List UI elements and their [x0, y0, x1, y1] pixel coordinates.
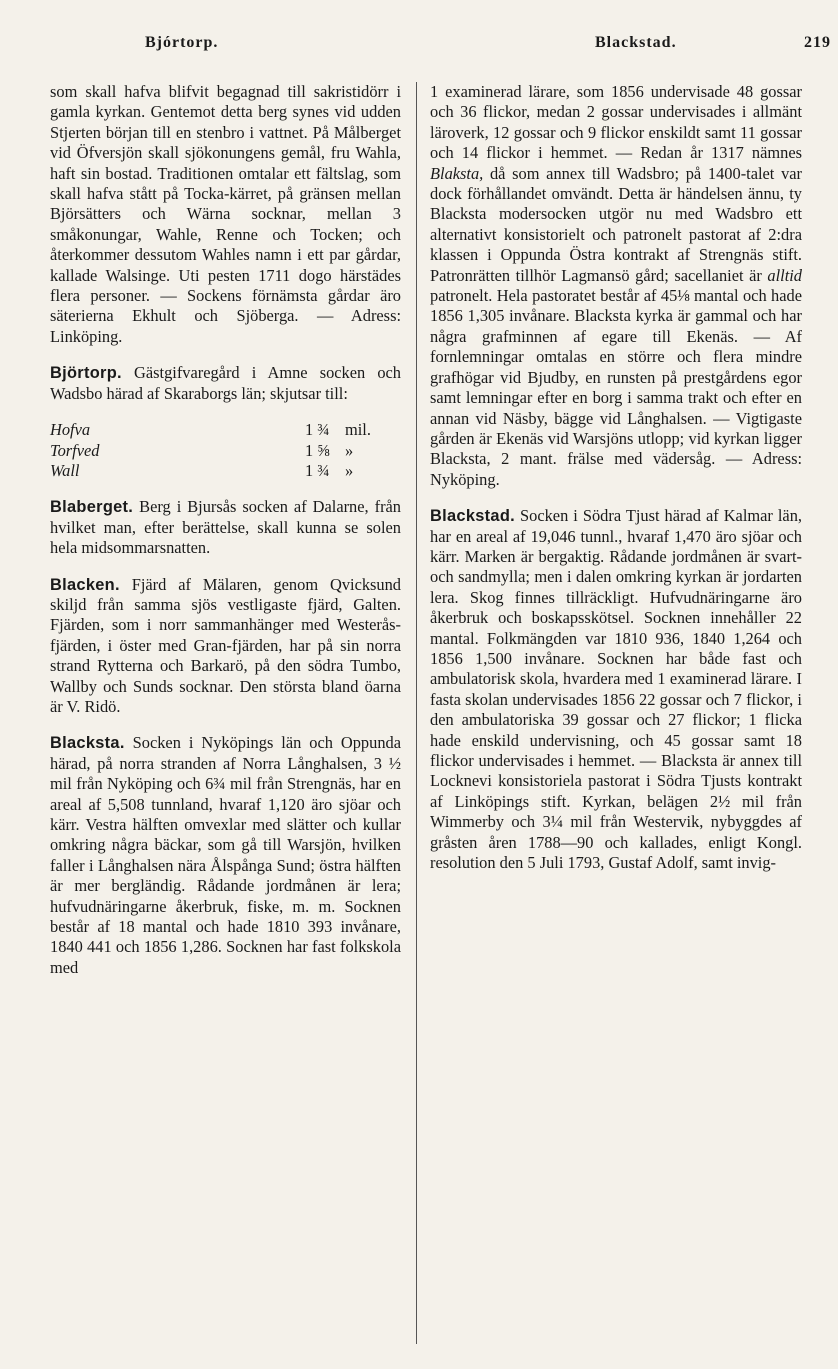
entry-blacken — [50, 575, 401, 718]
entry-blacksta-continued — [430, 82, 802, 490]
left-column — [50, 82, 401, 994]
distance-row — [50, 441, 395, 461]
distance-place: Wall — [50, 460, 80, 480]
right-column — [430, 82, 802, 889]
column-divider — [416, 82, 417, 1344]
entry-headword: Blacken. — [50, 575, 120, 594]
entry-text-italic: alltid — [767, 265, 802, 285]
page-number: 219 — [804, 34, 831, 51]
entry-text: Fjärd af Mälaren, genom Qvicksund skiljd från samma sjös vestligaste fjärd, Galten. Fjärden, som i norr sammanhänger med Westerås-fjärden, i öster med Gran-fjärden, har på sin norra strand Rytterna och Barkarö, på den södra Tumbo, Wallby och Sunds socknar. Den största bland öarna är V. Ridö. — [50, 574, 401, 716]
entry-text: Socken i Nyköpings län och Oppunda härad, på norra stranden af Norra Långhalsen, 3 ½ mil från Nyköping och 6¾ mil från Strengnäs, har en areal af 5,508 tunnland, hvaraf 1,120 äro sjöar och kärr. Vestra hälften omvexlar med slätter och kullar omkring några bäckar, som gå till Warsjön, hvilken faller i Långhalsen nära Ålspånga Sund; östra hälften är mer bergländig. Rådande jordmånen är lera; hufvudnäringarne åkerbruk, fiske, m. m. Socknen består af 18 mantal och hade 1810 393 invånare, 1840 441 och 1856 1,286. Socknen har fast folkskola med — [50, 733, 401, 977]
entry-blackstad — [430, 506, 802, 873]
entry-headword: Blaberget. — [50, 498, 134, 517]
distance-row — [50, 420, 395, 440]
entry-text: 1 examinerad lärare, som 1856 undervisade 48 gossar och 36 flickor, medan 2 gossar undervisades i allmänt läroverk, 12 gossar och 9 flickor enskildt samt 11 gossar och 14 flickor i hemmet. — Redan år 1317 nämnes — [430, 82, 802, 163]
entry-bjortorp — [50, 363, 401, 404]
running-header — [0, 34, 838, 58]
entry-text: då som annex till Wadsbro; på 1400-talet var dock förhållandet omvändt. Detta är händelsen ännu, ty Blacksta modersocken utgör nu med Wadsbro ett alternativt konsistorielt och patronelt pastorat af 2:dra klassen i Oppunda Östra kontrakt af Strengnäs stift. Patronrätten tillhör Lagmansö gård; sacellaniet är — [430, 163, 802, 285]
entry-blacksta — [50, 733, 401, 978]
entry-text: patronelt. Hela pastoratet består af 45⅛ mantal och hade 1856 1,305 invånare. Blacksta kyrka är gammal och har några grafminnen af egare till Ekenäs. — Af fornlemningar omtalas en större och flera mindre grafhögar vid Bjudby, en runsten på prestgårdens egor samt lemningar efter en borg i samma trakt och efter en annan vid Näsby, bägge vid Långhalsen. — Vigtigaste gården är Ekenäs vid Warsjöns utlopp; vid kyrkan ligger Blacksta, 2 mant. frälse med vädersåg. — Adress: Nyköping. — [430, 286, 802, 489]
entry-headword: Björtorp. — [50, 364, 122, 383]
distance-unit: mil. — [345, 420, 371, 440]
entry-blaberget — [50, 497, 401, 558]
entry-text: Socken i Södra Tjust härad af Kalmar län, har en areal af 19,046 tunnl., hvaraf 1,470 äro sjöar och kärr. Marken är bergaktig. Rådande jordmånen är svart- och sandmylla; men i dalen omkring kyrkan är jordarten lera. Skog finnes tillräckligt. Hufvudnäringarne äro åkerbruk och boskapsskötsel. Socknen innehåller 22 mantal. Folkmängden var 1810 936, 1840 1,264 och 1856 1,500 invånare. Socknen har både fast och ambulatorisk skola, hvardera med 1 examinerad lärare. I fasta skolan undervisades 1856 22 gossar och 7 flickor, i den ambulatoriska 39 gossar och 27 flickor; 1 flicka hade enskild undervisning, och 45 gossar samt 18 flickor undervisades i hemmet. — Blacksta är annex till Locknevi konsistoriela pastorat i Södra Tjusts kontrakt af Linköpings stift. Kyrkan, belägen 2½ mil från Wimmerby och 3¼ mil från Westervik, nybyggdes af gråsten åren 1788—90 och kallades, enligt Kongl. resolution den 5 Juli 1793, Gustaf Adolf, samt invig- — [430, 506, 802, 873]
intro-paragraph: som skall hafva blifvit begagnad till sakristidörr i gamla kyrkan. Gentemot detta berg synes vid udden Stjerten början till en stenbro i vattnet. På Målberget vid Öfversjön skall sjökonungens gemål, fru Wahla, haft sin bostad. Traditionen omtalar ett fältslag, som skall hafva stått på Tocka-kärret, på gränsen mellan Björsätters och Wärna socknar, mellan 3 småkonungar, Wahle, Renne och Tocken; och återkommer dessutom Wahles namn i ett par gårdar, kallade Walsinge. Uti pesten 1711 dogo härstädes flera personer. — Sockens förnämsta gårdar äro säterierna Ekhult och Sjöberga. — Adress: Linköping. — [50, 82, 401, 346]
entry-text-italic: Blaksta, — [430, 163, 484, 183]
distance-value: 1 ⅝ — [305, 440, 330, 460]
distance-value: 1 ¾ — [305, 420, 330, 440]
entry-headword: Blackstad. — [430, 507, 515, 526]
header-right-title: Blackstad. — [595, 34, 677, 51]
entry-text: Berg i Bjursås socken af Dalarne, från hvilket man, efter berättelse, skall kunna se solen hela midsommarsnatten. — [50, 497, 401, 558]
distance-place: Hofva — [50, 420, 91, 440]
header-left-title: Bjórtorp. — [145, 34, 219, 51]
distance-place: Torfved — [50, 440, 100, 460]
distance-value: 1 ¾ — [305, 460, 330, 480]
distance-unit: » — [345, 460, 354, 480]
distance-row — [50, 461, 395, 481]
distance-unit: » — [345, 440, 354, 460]
distance-table — [50, 420, 395, 481]
entry-text: Gästgifvaregård i Amne socken och Wadsbo härad af Skaraborgs län; skjutsar till: — [50, 363, 401, 403]
entry-headword: Blacksta. — [50, 734, 125, 753]
